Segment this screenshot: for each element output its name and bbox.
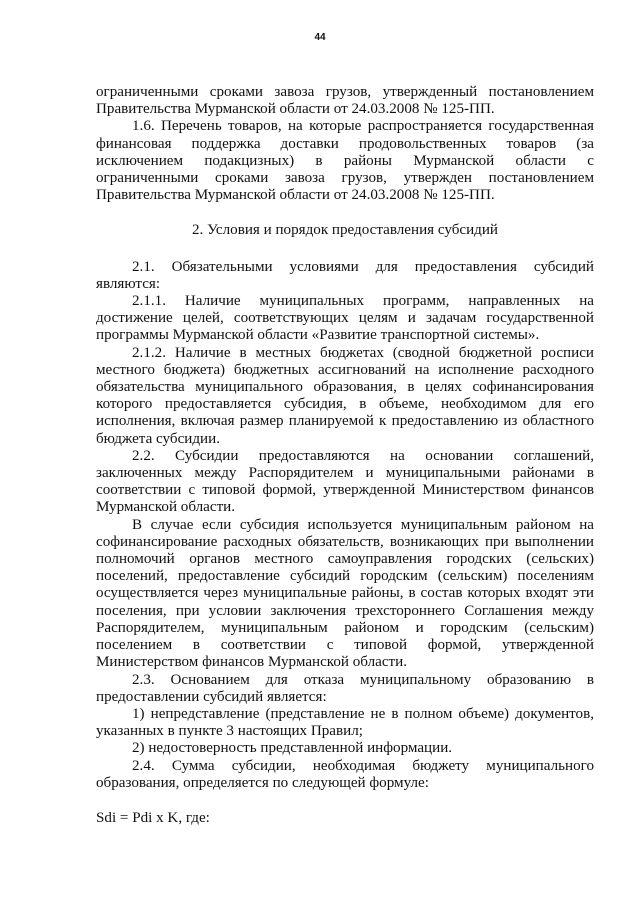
spacer xyxy=(96,240,594,259)
paragraph-2-2-case: В случае если субсидия используется муниципальным районом на софинансирование расходных обязательств, возникающих при выполнении полномочий органов местного самоуправления городских (сельских) поселений, предоставление субсидий городским (сельским) поселениям осуществляется через муниципальные районы, в состав которых входят эти поселения, при условии заключения трехстороннего Соглашения между Распорядителем, муниципальным районом и городским (сельским) поселением в соответствии с типовой формой, утвержденной Министерством финансов Мурманской области. xyxy=(96,516,594,671)
formula: Sdi = Pdi x K, где: xyxy=(96,809,210,826)
paragraph-2-3-item-1: 1) непредставление (представление не в полном объеме) документов, указанных в пункте 3 настоящих Правил; xyxy=(96,705,594,740)
paragraph-2-2: 2.2. Субсидии предоставляются на основании соглашений, заключенных между Распорядителем и муниципальными районами в соответствии с типовой формой, утвержденной Министерством финансов Мурманской области. xyxy=(96,447,594,516)
spacer xyxy=(96,792,594,810)
paragraph-2-1-1: 2.1.1. Наличие муниципальных программ, направленных на достижение целей, соответствующих целям и задачам государственной программы Мурманской области «Развитие транспортной системы». xyxy=(96,293,594,344)
paragraph-1-6: 1.6. Перечень товаров, на которые распространяется государственная финансовая поддержка доставки продовольственных товаров (за исключением подакцизных) в районы Мурманской области с ограниченными сроками завоза грузов, утвержден постановлением Правительства Мурманской области от 24.03.2008 № 125-ПП. xyxy=(96,118,594,204)
paragraph-2-4: 2.4. Сумма субсидии, необходимая бюджету муниципального образования, определяется по следующей формуле: xyxy=(96,757,594,791)
spacer xyxy=(96,204,594,222)
section-heading: 2. Условия и порядок предоставления субсидий xyxy=(191,222,499,239)
paragraph-2-1: 2.1. Обязательными условиями для предоставления субсидий являются: xyxy=(96,258,594,292)
paragraph-2-1-2: 2.1.2. Наличие в местных бюджетах (сводной бюджетной росписи местного бюджета) бюджетных ассигнований на исполнение расходного обязательства муниципального образования, в целях софинансирования которого предоставляется субсидия, в объеме, необходимом для его исполнения, включая размер планируемой к предоставлению из областного бюджета субсидии. xyxy=(96,344,594,447)
paragraph-2-3-item-2: 2) недостоверность представленной информации. xyxy=(132,740,453,757)
paragraph-continuation: ограниченными сроками завоза грузов, утвержденный постановлением Правительства Мурманской области от 24.03.2008 № 125-ПП. xyxy=(96,84,594,118)
paragraph-2-3: 2.3. Основанием для отказа муниципальному образованию в предоставлении субсидий является: xyxy=(96,671,594,705)
document-body xyxy=(96,84,594,827)
page-number: 44 xyxy=(314,32,326,43)
